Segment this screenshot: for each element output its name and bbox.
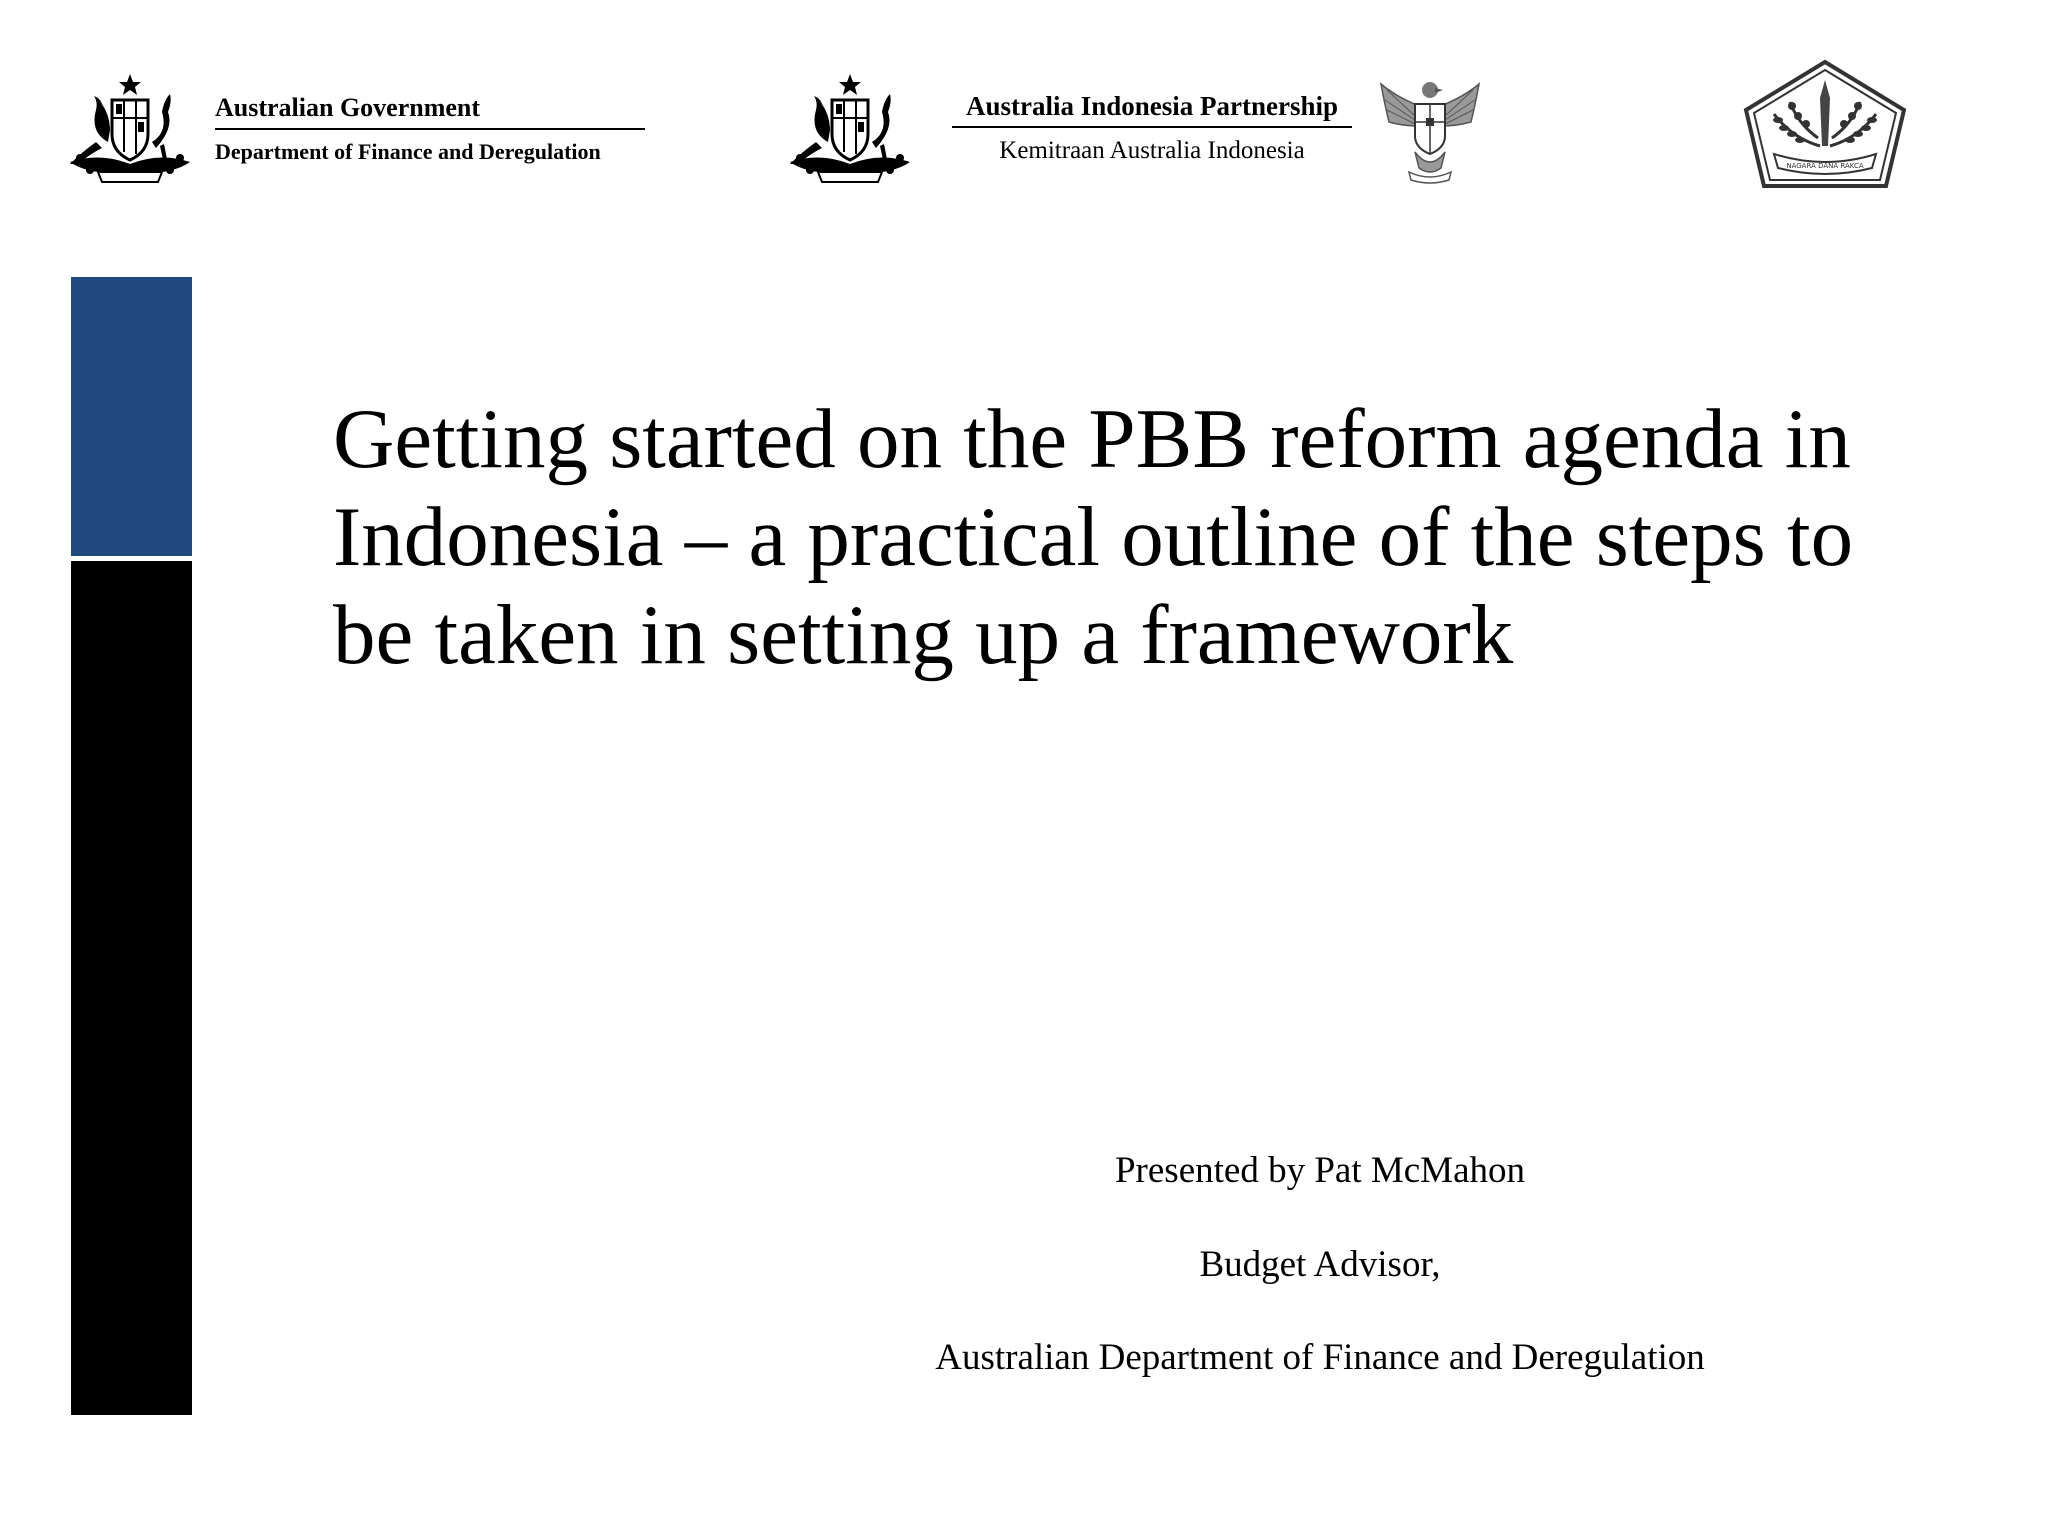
accent-bar-blue bbox=[71, 277, 192, 556]
aus-gov-logo-line1: Australian Government bbox=[215, 93, 481, 122]
slide-title: Getting started on the PBB reform agenda in Indonesia – a practical outline of the steps to be taken in setting up a framework bbox=[333, 392, 1854, 682]
ministry-of-finance-emblem-icon bbox=[1740, 58, 1920, 198]
aus-gov-logo-divider bbox=[215, 128, 645, 130]
presenter-organisation: Australian Department of Finance and Deregulation bbox=[935, 1337, 1705, 1378]
australia-indonesia-partnership-logo bbox=[780, 72, 1500, 192]
partnership-logo-divider bbox=[952, 126, 1352, 128]
accent-bar-black bbox=[71, 561, 192, 1415]
australian-coat-of-arms-icon bbox=[780, 72, 920, 184]
presenter-name: Presented by Pat McMahon bbox=[1114, 1150, 1526, 1191]
presenter-role: Budget Advisor, bbox=[1199, 1244, 1441, 1285]
svg-text:NAGARA DANA RAKCA: NAGARA DANA RAKCA bbox=[1786, 162, 1864, 170]
aus-gov-logo-line2: Department of Finance and Deregulation bbox=[215, 139, 601, 164]
australian-government-logo bbox=[60, 72, 660, 192]
garuda-pancasila-icon bbox=[1375, 76, 1485, 186]
partnership-logo-line1: Australia Indonesia Partnership bbox=[965, 91, 1339, 121]
australian-coat-of-arms-icon bbox=[60, 72, 200, 184]
partnership-logo-line2: Kemitraan Australia Indonesia bbox=[999, 137, 1305, 164]
